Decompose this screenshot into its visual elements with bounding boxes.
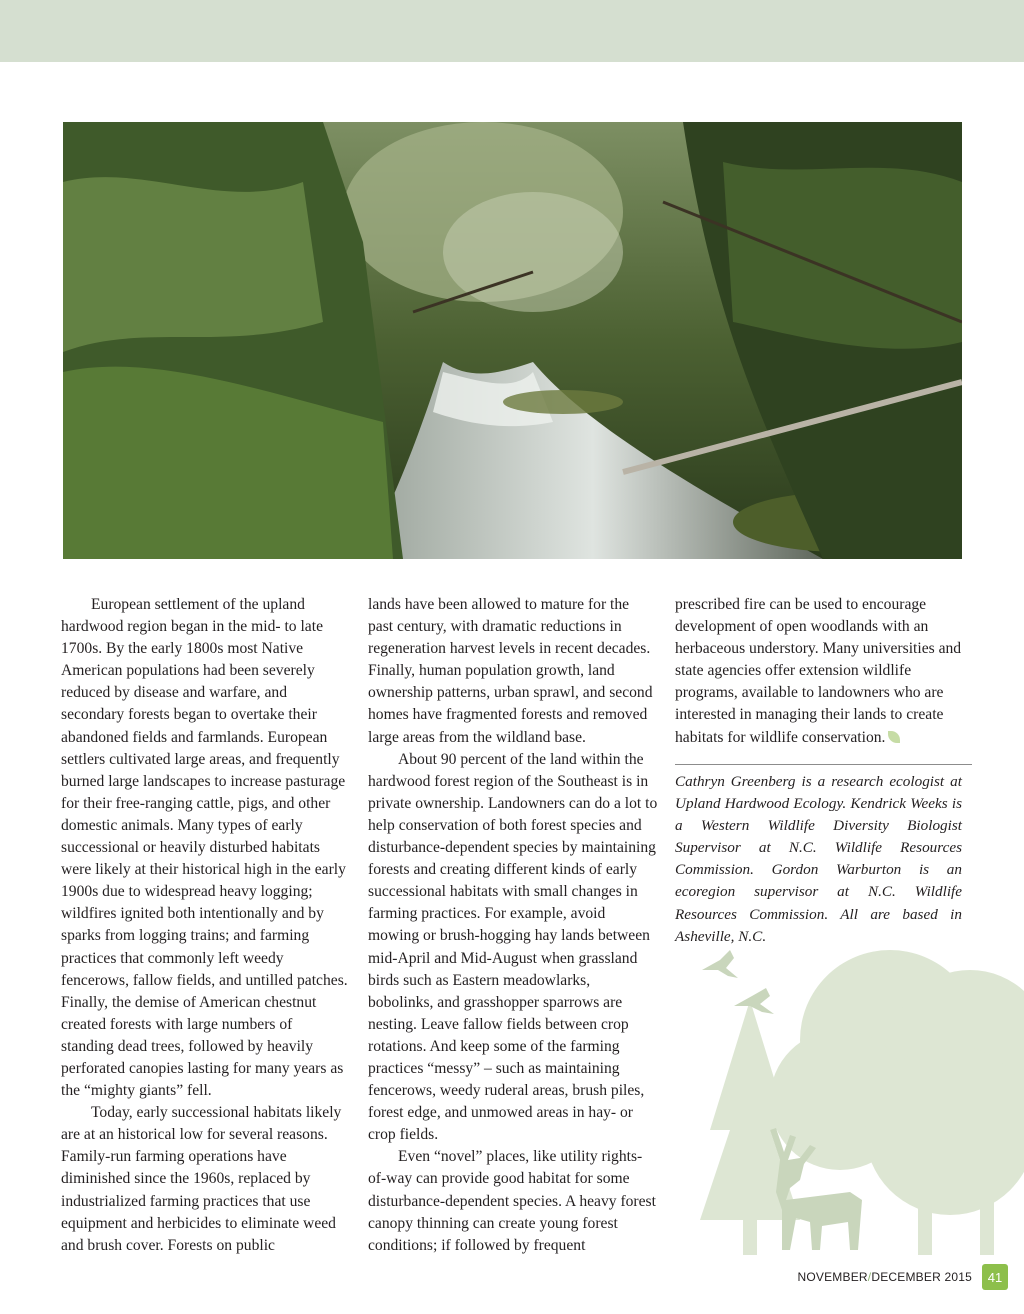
author-bio: Cathryn Greenberg is a research ecologist at Upland Hardwood Ecology. Kendrick Weeks is a Western Wildlife Diversity Biologist Supervisor at N.C. Wildlife Resources Commission. Gordon Warburton is an ecoregion supervisor at N.C. Wildlife Resources Commission. All are based in Asheville, N.C. <box>675 773 962 945</box>
article-column-1 <box>61 594 349 1257</box>
wildlife-silhouette-decoration <box>690 930 1024 1255</box>
issue-year: 2015 <box>944 1270 972 1284</box>
issue-slash: / <box>867 1270 872 1284</box>
header-band <box>0 0 1024 62</box>
forest-stream-photo <box>63 122 962 559</box>
paragraph <box>675 594 965 749</box>
paragraph: Today, early successional habitats likely are at an historical low for several reasons. Family-run farming operations have diminished since the 1960s, replaced by industrialized farming practices that use equipment and herbicides to eliminate weed and brush cover. Forests on public <box>61 1104 342 1254</box>
paragraph: Even “novel” places, like utility rights-of-way can provide good habitat for some disturbance-dependent species. A heavy forest canopy thinning can create young forest conditions; if followed by frequent <box>368 1148 656 1254</box>
paragraph: European settlement of the upland hardwood region began in the mid- to late 1700s. By the early 1800s most Native American populations had been severely reduced by disease and warfare, and secondary forests began to overtake their abandoned fields and farmlands. European settlers cultivated large areas, and frequently burned large landscapes to increase pasturage for their free-ranging cattle, pigs, and other domestic animals. Many types of early successional or heavily disturbed habitats were likely at their historical high in the early 1900s due to widespread heavy logging; wildfires ignited both intentionally and by sparks from logging trains; and farming practices that commonly left weedy fencerows, fallow fields, and untilled patches. Finally, the demise of American chestnut created forests with large numbers of standing dead trees, followed by heavily perforated canopies lasting for many years as the “mighty giants” fell. <box>61 596 348 1100</box>
paragraph-text: prescribed fire can be used to encourage development of open woodlands with an herbaceous understory. Many universities and state agencies offer extension wildlife programs, available to landowners who are interested in managing their lands to create habitats for wildlife conservation. <box>675 596 962 746</box>
paragraph: About 90 percent of the land within the hardwood forest region of the Southeast is in private ownership. Landowners can do a lot to help conservation of both forest species and disturbance-dependent species by maintaining forests and creating different kinds of early successional habitats with small changes in farming practices. For example, avoid mowing or brush-hogging hay lands between mid-April and Mid-August when grassland birds such as Eastern meadowlarks, bobolinks, and grasshopper sparrows are nesting. Leave fallow fields between crop rotations. And keep some of the farming practices “messy” – such as maintaining fencerows, weedy ruderal areas, brush piles, forest edge, and unmowed areas in hay- or crop fields. <box>368 750 658 1144</box>
end-mark-leaf-icon <box>888 731 900 743</box>
issue-month-2: DECEMBER <box>871 1270 941 1284</box>
paragraph: lands have been allowed to mature for the past century, with dramatic reductions in regeneration harvest levels in recent decades. Finally, human population growth, land ownership patterns, urban sprawl, and second homes have fragmented forests and removed large areas from the wildland base. <box>368 596 653 746</box>
bio-divider <box>675 764 972 765</box>
issue-month-1: NOVEMBER <box>797 1270 868 1284</box>
wildlife-silhouette-icon <box>690 930 1024 1255</box>
page-number: 41 <box>982 1264 1008 1290</box>
issue-date <box>798 1270 973 1284</box>
article-column-2 <box>368 594 658 1257</box>
article-column-3 <box>675 594 965 749</box>
photo-illustration <box>63 122 962 559</box>
